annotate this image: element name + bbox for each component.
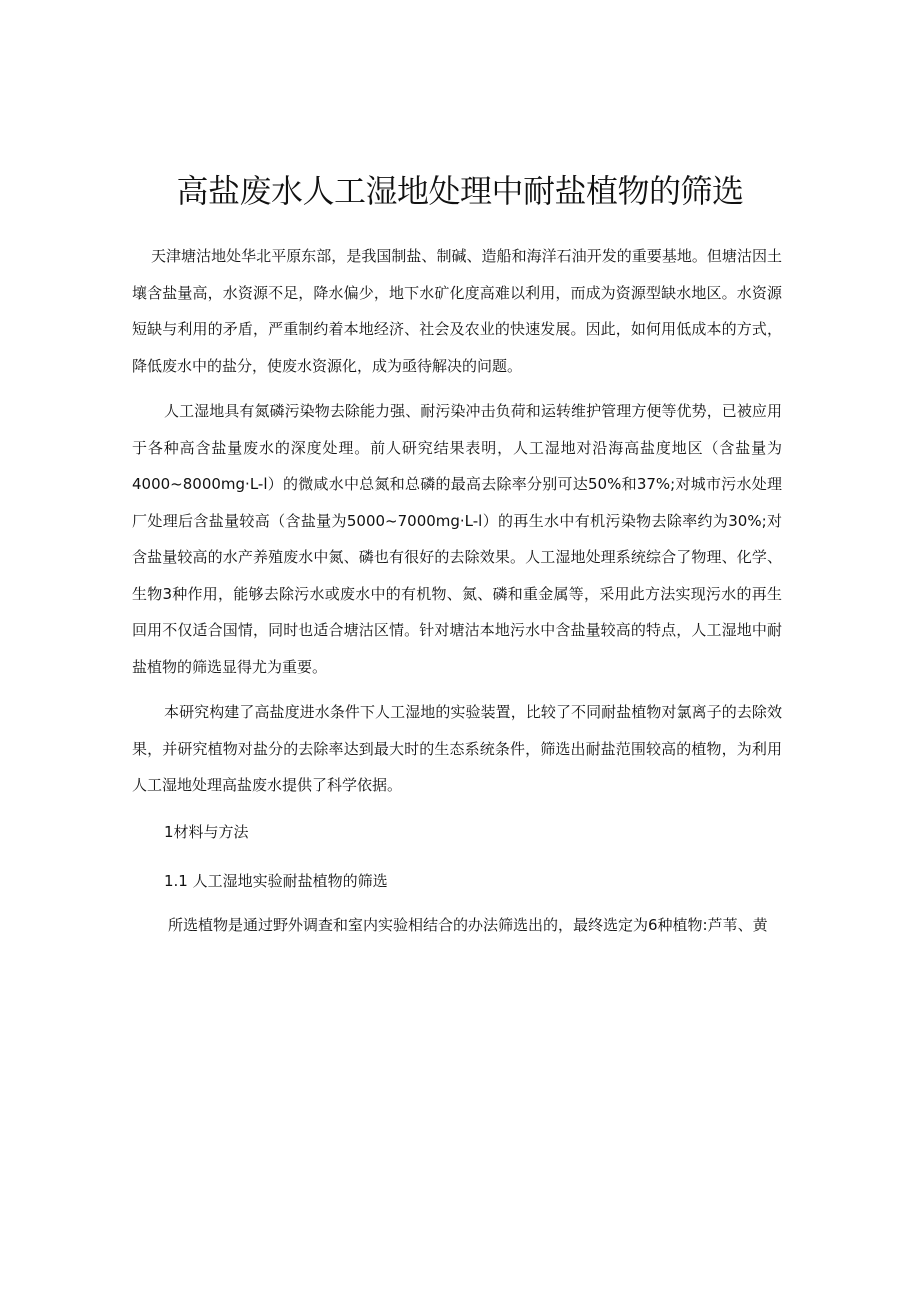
paragraph-intro: 天津塘沽地处华北平原东部，是我国制盐、制碱、造船和海洋石油开发的重要基地。但塘沽因土壤含盐量高，水资源不足，降水偏少，地下水矿化度高难以利用，而成为资源型缺水地区。水资源短缺与利用的矛盾，严重制约着本地经济、社会及农业的快速发展。因此，如何用低成本的方式，降低废水中的盐分，使废水资源化，成为亟待解决的问题。 <box>132 247 782 375</box>
document-title: 高盐废水人工湿地处理中耐盐植物的筛选 <box>176 172 744 210</box>
document-body <box>132 238 782 943</box>
paragraph-plant-selection: 所选植物是通过野外调查和室内实验相结合的办法筛选出的，最终选定为6种植物:芦苇、黄 <box>168 915 768 934</box>
section-heading: 1材料与方法 <box>164 822 249 841</box>
subsection-heading: 1.1 人工湿地实验耐盐植物的筛选 <box>164 872 388 890</box>
paragraph-study-aim: 本研究构建了高盐度进水条件下人工湿地的实验装置，比较了不同耐盐植物对氯离子的去除效果，并研究植物对盐分的去除率达到最大时的生态系统条件，筛选出耐盐范围较高的植物，为利用人工湿地处理高盐废水提供了科学依据。 <box>132 703 782 794</box>
paragraph-wetland-advantages: 人工湿地具有氮磷污染物去除能力强、耐污染冲击负荷和运转维护管理方便等优势，已被应用于各种高含盐量废水的深度处理。前人研究结果表明，人工湿地对沿海高盐度地区（含盐量为4000~8000mg·L-l）的微咸水中总氮和总磷的最高去除率分别可达50%和37%;对城市污水处理厂处理后含盐量较高（含盐量为5000~7000mg·L-l）的再生水中有机污染物去除率约为30%;对含盐量较高的水产养殖废水中氮、磷也有很好的去除效果。人工湿地处理系统综合了物理、化学、生物3种作用，能够去除污水或废水中的有机物、氮、磷和重金属等，采用此方法实现污水的再生回用不仅适合国情，同时也适合塘沽区情。针对塘沽本地污水中含盐量较高的特点，人工湿地中耐盐植物的筛选显得尤为重要。 <box>132 402 782 676</box>
